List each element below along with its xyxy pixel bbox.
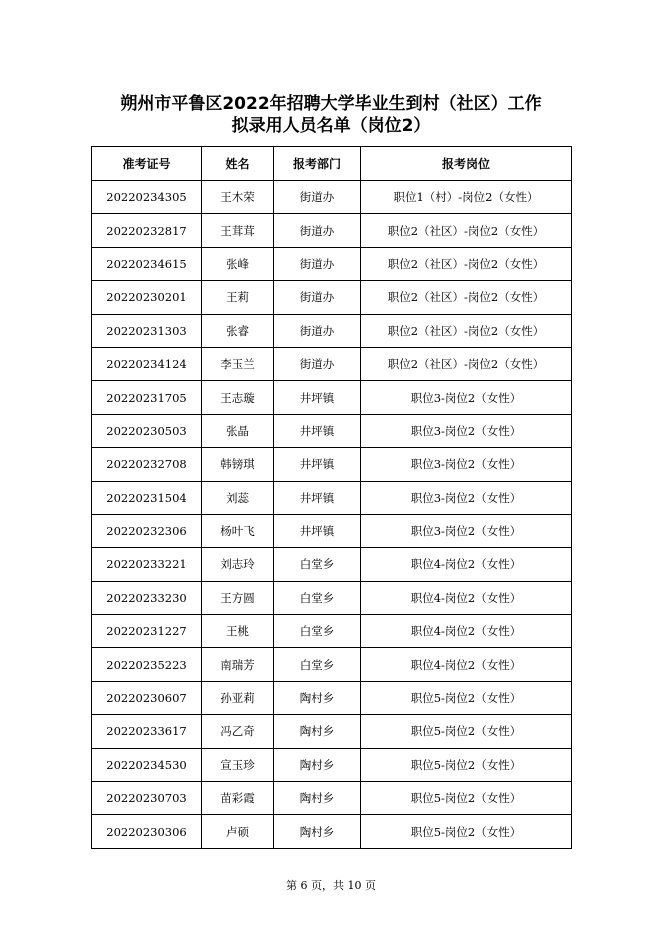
table-row	[92, 414, 572, 447]
department-cell: 白堂乡	[274, 648, 361, 681]
table-row	[92, 314, 572, 347]
department-cell: 井坪镇	[274, 381, 361, 414]
position-cell: 职位5-岗位2（女性）	[361, 815, 572, 848]
exam-number-cell: 20220234124	[92, 347, 202, 380]
name-cell: 杨叶飞	[202, 514, 274, 547]
table-row	[92, 815, 572, 848]
table-row	[92, 247, 572, 280]
exam-number-cell: 20220233230	[92, 581, 202, 614]
name-cell: 宣玉珍	[202, 748, 274, 781]
exam-number-cell: 20220234305	[92, 181, 202, 214]
exam-number-cell: 20220230201	[92, 281, 202, 314]
document-title-line2: 拟录用人员名单（岗位2）	[231, 116, 431, 136]
applicant-table	[91, 146, 572, 849]
table-row	[92, 748, 572, 781]
department-cell: 街道办	[274, 347, 361, 380]
position-cell: 职位4-岗位2（女性）	[361, 548, 572, 581]
department-cell: 陶村乡	[274, 782, 361, 815]
exam-number-cell: 20220235223	[92, 648, 202, 681]
department-cell: 白堂乡	[274, 581, 361, 614]
department-cell: 井坪镇	[274, 414, 361, 447]
exam-number-cell: 20220230503	[92, 414, 202, 447]
header-position: 报考岗位	[361, 147, 572, 181]
table-row	[92, 481, 572, 514]
table-row	[92, 381, 572, 414]
name-cell: 张峰	[202, 247, 274, 280]
department-cell: 陶村乡	[274, 715, 361, 748]
position-cell: 职位2（社区）-岗位2（女性）	[361, 314, 572, 347]
exam-number-cell: 20220232306	[92, 514, 202, 547]
table-row	[92, 615, 572, 648]
table-row	[92, 181, 572, 214]
name-cell: 王木荣	[202, 181, 274, 214]
department-cell: 井坪镇	[274, 514, 361, 547]
position-cell: 职位2（社区）-岗位2（女性）	[361, 247, 572, 280]
department-cell: 陶村乡	[274, 681, 361, 714]
name-cell: 韩镑琪	[202, 448, 274, 481]
exam-number-cell: 20220234615	[92, 247, 202, 280]
table-row	[92, 782, 572, 815]
table-row	[92, 581, 572, 614]
name-cell: 刘蕊	[202, 481, 274, 514]
table-row	[92, 548, 572, 581]
position-cell: 职位3-岗位2（女性）	[361, 481, 572, 514]
header-exam-number: 准考证号	[92, 147, 202, 181]
department-cell: 街道办	[274, 281, 361, 314]
exam-number-cell: 20220233617	[92, 715, 202, 748]
table-row	[92, 347, 572, 380]
position-cell: 职位4-岗位2（女性）	[361, 648, 572, 681]
header-department: 报考部门	[274, 147, 361, 181]
position-cell: 职位3-岗位2（女性）	[361, 381, 572, 414]
position-cell: 职位3-岗位2（女性）	[361, 448, 572, 481]
table-row	[92, 514, 572, 547]
name-cell: 南瑞芳	[202, 648, 274, 681]
department-cell: 街道办	[274, 314, 361, 347]
name-cell: 卢硕	[202, 815, 274, 848]
position-cell: 职位1（村）-岗位2（女性）	[361, 181, 572, 214]
position-cell: 职位5-岗位2（女性）	[361, 748, 572, 781]
department-cell: 陶村乡	[274, 815, 361, 848]
page-footer: 第 6 页，共 10 页	[286, 879, 376, 892]
table-header-row	[92, 147, 572, 181]
table-row	[92, 715, 572, 748]
position-cell: 职位4-岗位2（女性）	[361, 581, 572, 614]
position-cell: 职位2（社区）-岗位2（女性）	[361, 214, 572, 247]
exam-number-cell: 20220230607	[92, 681, 202, 714]
department-cell: 街道办	[274, 247, 361, 280]
position-cell: 职位2（社区）-岗位2（女性）	[361, 347, 572, 380]
position-cell: 职位5-岗位2（女性）	[361, 681, 572, 714]
department-cell: 陶村乡	[274, 748, 361, 781]
position-cell: 职位4-岗位2（女性）	[361, 615, 572, 648]
name-cell: 冯乙奇	[202, 715, 274, 748]
position-cell: 职位3-岗位2（女性）	[361, 414, 572, 447]
name-cell: 李玉兰	[202, 347, 274, 380]
exam-number-cell: 20220230306	[92, 815, 202, 848]
department-cell: 街道办	[274, 181, 361, 214]
position-cell: 职位5-岗位2（女性）	[361, 782, 572, 815]
position-cell: 职位3-岗位2（女性）	[361, 514, 572, 547]
exam-number-cell: 20220231303	[92, 314, 202, 347]
table-row	[92, 681, 572, 714]
name-cell: 张晶	[202, 414, 274, 447]
name-cell: 刘志玲	[202, 548, 274, 581]
table-row	[92, 281, 572, 314]
exam-number-cell: 20220234530	[92, 748, 202, 781]
department-cell: 井坪镇	[274, 448, 361, 481]
exam-number-cell: 20220231504	[92, 481, 202, 514]
name-cell: 张睿	[202, 314, 274, 347]
department-cell: 井坪镇	[274, 481, 361, 514]
name-cell: 王莉	[202, 281, 274, 314]
exam-number-cell: 20220231705	[92, 381, 202, 414]
department-cell: 街道办	[274, 214, 361, 247]
table-row	[92, 448, 572, 481]
exam-number-cell: 20220232708	[92, 448, 202, 481]
document-title-line1: 朔州市平鲁区2022年招聘大学毕业生到村（社区）工作	[120, 94, 542, 114]
name-cell: 苗彩霞	[202, 782, 274, 815]
name-cell: 王方圆	[202, 581, 274, 614]
department-cell: 白堂乡	[274, 615, 361, 648]
exam-number-cell: 20220230703	[92, 782, 202, 815]
position-cell: 职位2（社区）-岗位2（女性）	[361, 281, 572, 314]
exam-number-cell: 20220232817	[92, 214, 202, 247]
header-name: 姓名	[202, 147, 274, 181]
department-cell: 白堂乡	[274, 548, 361, 581]
exam-number-cell: 20220233221	[92, 548, 202, 581]
exam-number-cell: 20220231227	[92, 615, 202, 648]
name-cell: 孙亚莉	[202, 681, 274, 714]
table-row	[92, 214, 572, 247]
name-cell: 王茸茸	[202, 214, 274, 247]
position-cell: 职位5-岗位2（女性）	[361, 715, 572, 748]
table-body	[92, 181, 572, 849]
name-cell: 王桃	[202, 615, 274, 648]
name-cell: 王志璇	[202, 381, 274, 414]
table-row	[92, 648, 572, 681]
